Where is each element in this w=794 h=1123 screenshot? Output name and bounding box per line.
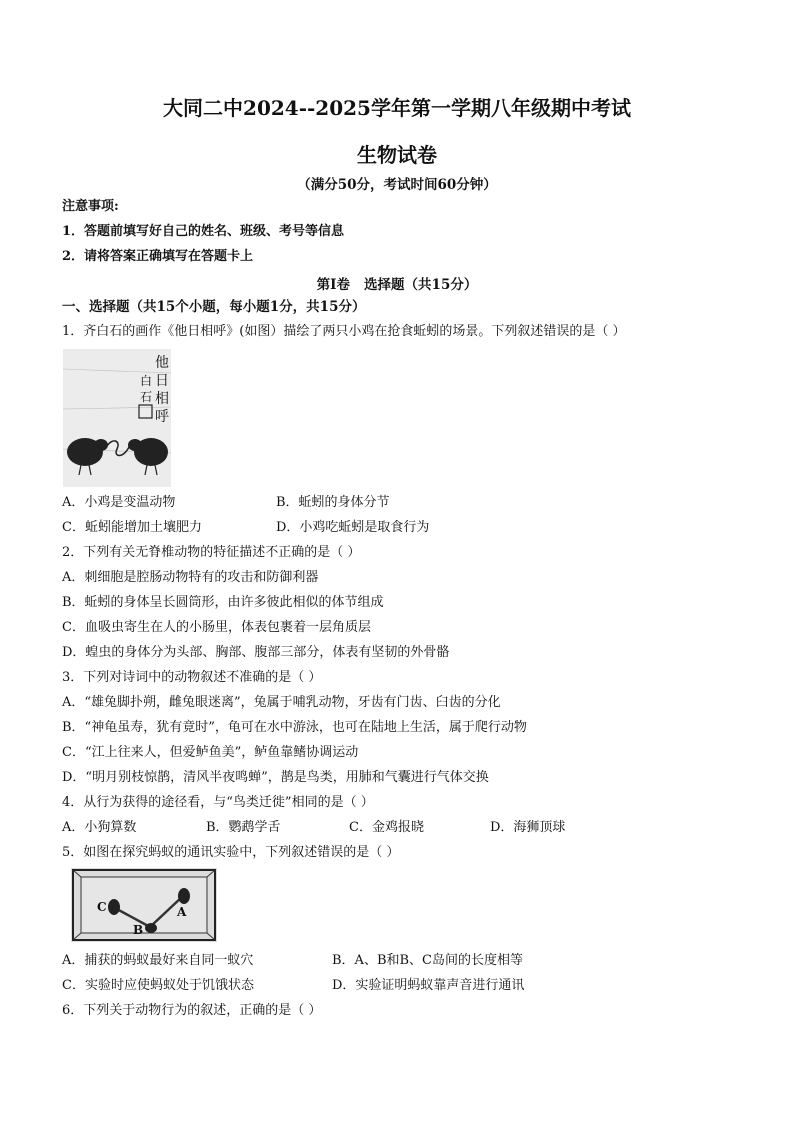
option-c[interactable]: C．实验时应使蚂蚁处于饥饿状态 [62, 978, 254, 993]
painting-char: 呼 [155, 409, 169, 425]
painting-figure [63, 349, 171, 487]
question-5-options-row2 [62, 977, 742, 995]
island-label-c: C [97, 900, 107, 914]
option-b[interactable]: B．蚯蚓的身体呈长圆筒形，由许多彼此相似的体节组成 [62, 595, 384, 610]
option-c[interactable]: C．金鸡报晓 [349, 820, 424, 835]
option-a[interactable]: A．小狗算数 [62, 820, 137, 835]
question-4-options [62, 819, 742, 837]
option-b[interactable]: B．“神龟虽寿，犹有竟时”，龟可在水中游泳，也可在陆地上生活，属于爬行动物 [62, 720, 527, 735]
option-d[interactable]: D．海狮顶球 [490, 820, 566, 835]
exam-subject: 生物试卷 [357, 143, 437, 167]
option-c[interactable]: C．“江上往来人，但爱鲈鱼美”，鲈鱼靠鳍协调运动 [62, 745, 359, 760]
painting-char: 石 [140, 390, 153, 404]
question-3-stem: 3．下列对诗词中的动物叙述不准确的是（ ） [62, 670, 322, 685]
question-5-options-row1 [62, 952, 742, 970]
note-item: 1．答题前填写好自己的姓名、班级、考号等信息 [62, 224, 345, 239]
option-d[interactable]: D．实验证明蚂蚁靠声音进行通讯 [332, 978, 525, 993]
volume-heading: 第I卷 选择题（共15分） [316, 277, 478, 293]
option-a[interactable]: A．小鸡是变温动物 [62, 495, 176, 510]
exam-info: （满分50分，考试时间60分钟） [297, 177, 497, 193]
painting-char: 日 [155, 373, 169, 389]
painting-char: 相 [155, 391, 169, 407]
question-4-stem: 4．从行为获得的途径看，与“鸟类迁徙”相同的是（ ） [62, 795, 374, 810]
painting-char: 他 [155, 355, 169, 371]
island-label-a: A [177, 905, 187, 919]
question-1-stem: 1．齐白石的画作《他日相呼》(如图）描绘了两只小鸡在抢食蚯蚓的场景。下列叙述错误的是（ ） [62, 324, 626, 339]
island-label-b: B [133, 923, 144, 937]
option-b[interactable]: B．鹦鹉学舌 [206, 820, 281, 835]
option-a[interactable]: A．捕获的蚂蚁最好来自同一蚁穴 [62, 953, 254, 968]
question-1-options-row2 [62, 519, 742, 537]
option-d[interactable]: D．小鸡吃蚯蚓是取食行为 [276, 520, 430, 535]
part-heading: 一、选择题（共15个小题，每小题1分，共15分） [62, 299, 366, 315]
option-d[interactable]: D．“明月别枝惊鹊，清风半夜鸣蝉”，鹊是鸟类，用肺和气囊进行气体交换 [62, 770, 489, 785]
question-2-stem: 2．下列有关无脊椎动物的特征描述不正确的是（ ） [62, 545, 361, 560]
option-d[interactable]: D．蝗虫的身体分为头部、胸部、腹部三部分，体表有坚韧的外骨骼 [62, 645, 450, 660]
option-c[interactable]: C．血吸虫寄生在人的小肠里，体表包裹着一层角质层 [62, 620, 371, 635]
note-item: 2．请将答案正确填写在答题卡上 [62, 249, 254, 264]
option-a[interactable]: A．刺细胞是腔肠动物特有的攻击和防御利器 [62, 570, 319, 585]
question-6-stem: 6．下列关于动物行为的叙述，正确的是（ ） [62, 1003, 322, 1018]
option-c[interactable]: C．蚯蚓能增加土壤肥力 [62, 520, 202, 535]
option-b[interactable]: B．蚯蚓的身体分节 [276, 495, 390, 510]
option-a[interactable]: A．“雄兔脚扑朔，雌兔眼迷离”，兔属于哺乳动物，牙齿有门齿、臼齿的分化 [62, 695, 501, 710]
option-b[interactable]: B．A、B和B、C岛间的长度相等 [332, 953, 523, 968]
ant-experiment-figure [71, 868, 217, 942]
exam-title: 大同二中2024--2025学年第一学期八年级期中考试 [163, 96, 631, 120]
notes-heading: 注意事项: [62, 199, 119, 214]
question-5-stem: 5．如图在探究蚂蚁的通讯实验中，下列叙述错误的是（ ） [62, 845, 400, 860]
painting-char: 白 [140, 374, 153, 388]
question-1-options-row1 [62, 494, 742, 512]
